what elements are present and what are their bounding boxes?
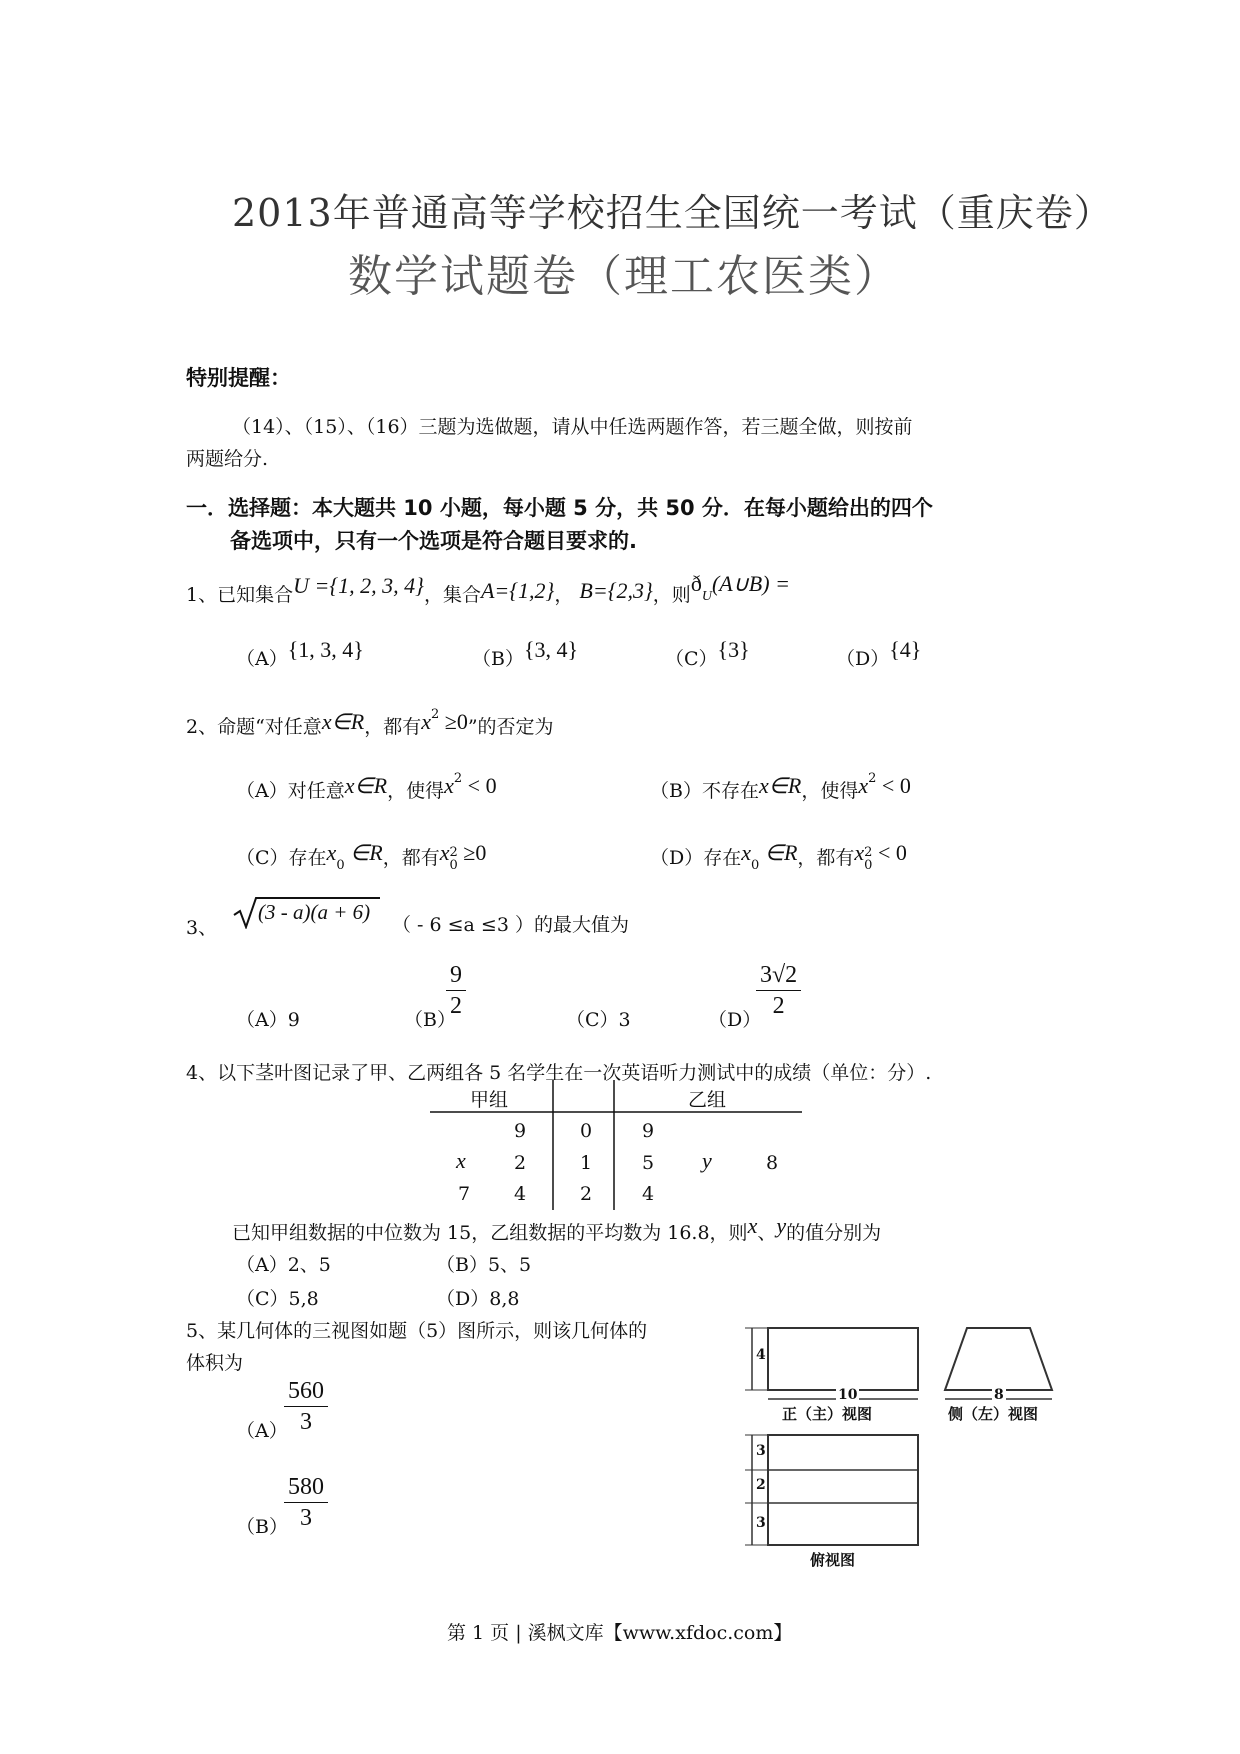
q2-option-d-label: （D）存在	[650, 847, 742, 869]
stem-leaf-cell: 9	[642, 1120, 655, 1142]
q1-option-c	[665, 637, 750, 671]
q3-option-a: （A）9	[236, 1009, 300, 1031]
stem-leaf-cell: 7	[458, 1183, 471, 1205]
q1-set-u: U ={1, 2, 3, 4}	[293, 573, 424, 598]
stem-leaf-cell: 5	[642, 1152, 655, 1174]
section1-line1: 一．选择题：本大题共 10 小题，每小题 5 分，共 50 分．在每小题给出的四个	[186, 496, 933, 520]
q2-option-a-label: （A）对任意	[236, 780, 345, 802]
q2-option-b-m2-tail: < 0	[876, 773, 911, 798]
stem-leaf-cell: 9	[514, 1120, 527, 1142]
q4-option-a: （A）2、5	[236, 1254, 331, 1276]
q4-sep: 、	[757, 1222, 777, 1244]
q2-option-a-m1: x∈R	[344, 773, 388, 798]
q1-prefix: 1、已知集合	[186, 584, 294, 606]
q4-condition-tail: 的值分别为	[786, 1222, 882, 1244]
q4-condition-text: 已知甲组数据的中位数为 15，乙组数据的平均数为 16.8，则	[232, 1222, 748, 1244]
stem-leaf-left-header: 甲组	[470, 1089, 509, 1111]
q3-condition: （ - 6 ≤a ≤3 ）的最大值为	[392, 914, 629, 936]
q1-set-b: B={2,3}	[579, 578, 653, 603]
q3-option-d-label: （D）	[708, 1009, 762, 1031]
q3-option-b-fraction	[446, 960, 466, 1021]
fig-dim-10: 10	[838, 1387, 858, 1403]
q2-option-c-m2-tail: ≥0	[457, 840, 487, 865]
q2-option-c-m1: x	[326, 840, 337, 865]
fig-front-view-label: 正（主）视图	[782, 1405, 873, 1423]
q1-option-c-label: （C）	[665, 648, 718, 670]
stem-leaf-right-header: 乙组	[688, 1089, 727, 1111]
q4-option-c: （C）5,8	[236, 1288, 319, 1310]
q1-option-d-value: {4}	[889, 637, 922, 662]
q2-mid: ，都有	[364, 716, 422, 738]
q4-y: y	[776, 1213, 787, 1238]
q3-option-c: （C）3	[566, 1009, 631, 1031]
three-view-drawing	[730, 1325, 1075, 1570]
stem-leaf-cell: y	[702, 1148, 712, 1173]
q2-option-a-text: ，使得	[387, 780, 445, 802]
fig-dim-4: 4	[756, 1347, 766, 1363]
q2-option-b: （B）不存在x∈R，使得$x^2 < 0$	[650, 770, 911, 802]
notice-heading: 特别提醒：	[186, 366, 291, 390]
q1-option-b-value: {3, 4}	[523, 637, 579, 662]
q5-option-b-label: （B）	[236, 1516, 288, 1538]
q2-option-d: （D）存在$x_0$ ∈R，都有x 2 0 < 0	[650, 840, 907, 873]
q1-option-b-label: （B）	[472, 648, 524, 670]
fig-dim-3b: 3	[756, 1515, 766, 1531]
stem-leaf-plot	[430, 1080, 802, 1210]
stem-leaf-cell: 2	[580, 1183, 593, 1205]
q4-option-b: （B）5、5	[436, 1254, 532, 1276]
q2-x2: x	[421, 709, 431, 734]
q2-option-d-m2: x	[854, 840, 865, 865]
q2-stem: 2、命题“对任意x∈R，都有$x^2 \ge 0$”的否定为	[186, 706, 554, 738]
q2-option-b-text: ，使得	[801, 780, 859, 802]
notice-line2: 两题给分.	[186, 448, 269, 470]
q1-option-d-label: （D）	[836, 648, 890, 670]
q2-x2-tail: ≥0	[439, 709, 468, 734]
q5-option-a-label: （A）	[236, 1420, 288, 1442]
q5-option-a-fraction	[284, 1376, 328, 1437]
stem-leaf-cell: 8	[766, 1152, 779, 1174]
section1-line2: 备选项中，只有一个选项是符合题目要求的.	[230, 529, 637, 553]
q1-stem	[186, 571, 790, 611]
stem-leaf-cell: x	[456, 1148, 466, 1173]
q2-option-c-label: （C）存在	[236, 847, 327, 869]
q1-mid1: ，集合	[423, 584, 481, 606]
q2-option-b-m1: x∈R	[758, 773, 802, 798]
q1-complement-sub: U	[701, 588, 712, 604]
title-line2: 数学试题卷（理工农医类）	[348, 251, 900, 302]
q1-set-a: A={1,2}	[480, 578, 555, 603]
fig-top-view-label: 俯视图	[810, 1551, 856, 1569]
q1-expr: (A∪B) =	[711, 571, 790, 596]
q5-option-a-den: 3	[300, 1409, 312, 1435]
q4-x: x	[747, 1213, 758, 1238]
q1-mid2: ，则	[652, 584, 691, 606]
q3-option-d-num: 3√2	[756, 960, 801, 991]
notice-line1: （14）、（15）、（16）三题为选做题，请从中任选两题作答，若三题全做，则按前	[232, 416, 913, 438]
q2-option-a-m2-tail: < 0	[462, 773, 497, 798]
q2-suffix: ”的否定为	[467, 716, 554, 738]
q1-option-a	[236, 637, 364, 671]
page-footer: 第 1 页 | 溪枫文库【www.xfdoc.com】	[447, 1622, 793, 1644]
q1-option-c-value: {3}	[717, 637, 750, 662]
q3-radicand: (3 - a)(a + 6)	[258, 900, 371, 924]
q4-stem: 4、以下茎叶图记录了甲、乙两组各 5 名学生在一次英语听力测试中的成绩（单位：分）.	[186, 1062, 932, 1084]
q1-comma: ，	[554, 584, 574, 606]
stem-leaf-cell: 2	[514, 1152, 527, 1174]
q2-option-c-m2: x	[439, 840, 450, 865]
q2-option-c-m1-tail: ∈R	[344, 840, 383, 865]
title-line1: 2013年普通高等学校招生全国统一考试（重庆卷）	[232, 191, 1113, 235]
q1-option-b	[472, 637, 579, 671]
q1-complement-symbol: ð	[690, 571, 702, 596]
q5-stem-line1: 5、某几何体的三视图如题（5）图所示，则该几何体的	[186, 1320, 648, 1342]
q2-option-d-m1: x	[741, 840, 751, 865]
q5-option-b-num: 580	[284, 1472, 328, 1503]
q3-option-b-label: （B）	[404, 1009, 456, 1031]
q3-option-b-den: 2	[450, 993, 462, 1019]
stem-leaf-cell: 1	[580, 1152, 593, 1174]
q2-option-d-m1-tail: ∈R	[759, 840, 798, 865]
q4-condition	[232, 1213, 882, 1245]
fig-dim-2: 2	[756, 1477, 766, 1493]
q1-option-a-label: （A）	[236, 648, 288, 670]
stem-leaf-cell: 0	[580, 1120, 593, 1142]
q2-option-d-m2-tail: < 0	[872, 840, 907, 865]
q2-option-a: （A）对任意x∈R，使得$x^2 < 0$	[236, 770, 497, 802]
q2-option-b-label: （B）不存在	[650, 780, 759, 802]
stem-leaf-cell: 4	[514, 1183, 527, 1205]
q2-option-b-m2: x	[858, 773, 869, 798]
stem-leaf-cell: 4	[642, 1183, 655, 1205]
q5-stem-line2: 体积为	[186, 1352, 244, 1374]
three-view-figure	[730, 1325, 1075, 1570]
fig-dim-3a: 3	[756, 1443, 766, 1459]
q5-option-b-fraction	[284, 1472, 328, 1533]
q2-x-in-r: x∈R	[321, 709, 365, 734]
q3-prefix: 3、	[186, 917, 218, 939]
q3-option-d-den: 2	[772, 993, 785, 1019]
fig-side-view-label: 侧（左）视图	[948, 1405, 1039, 1423]
q1-option-d	[836, 637, 922, 671]
q2-option-a-m2: x	[444, 773, 454, 798]
fig-dim-8: 8	[994, 1387, 1004, 1403]
q2-option-c: （C）存在$x_0$ ∈R，都有x 2 0 ≥0	[236, 840, 487, 873]
q2-option-d-text: ，都有	[797, 847, 855, 869]
q3-option-d-fraction	[756, 960, 801, 1021]
q2-option-c-text: ，都有	[382, 847, 440, 869]
q4-option-d: （D）8,8	[436, 1288, 520, 1310]
q5-option-a-num: 560	[284, 1376, 328, 1407]
q5-option-b-den: 3	[300, 1505, 312, 1531]
q2-prefix: 2、命题“对任意	[186, 716, 322, 738]
q1-option-a-value: {1, 3, 4}	[287, 637, 364, 662]
q3-option-b-num: 9	[446, 960, 466, 991]
